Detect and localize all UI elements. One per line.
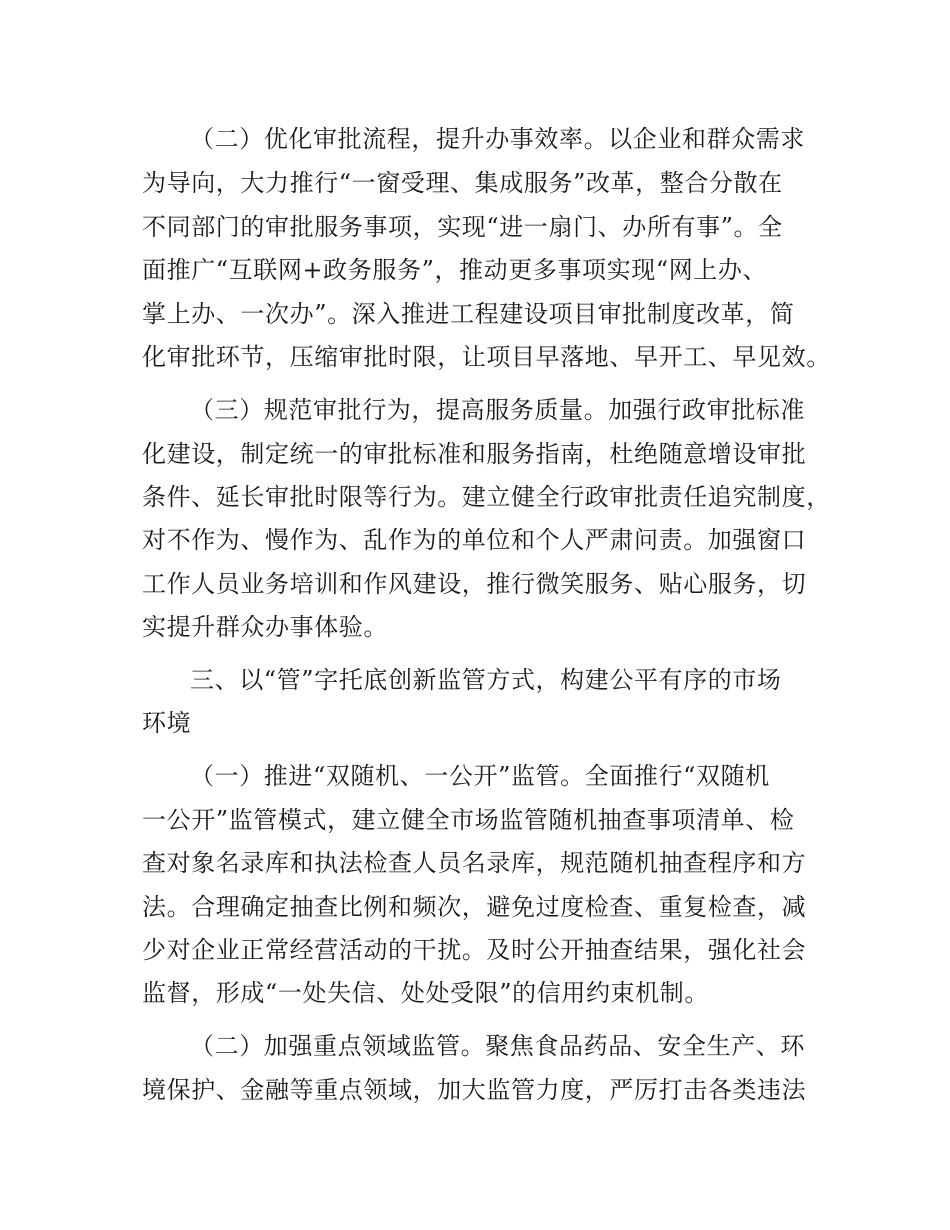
paragraph-line: （一）推进“双随机、一公开”监管。全面推行“双随机 xyxy=(190,762,770,790)
paragraph-line: 境保护、金融等重点领域，加大监管力度，严厉打击各类违法 xyxy=(142,1076,807,1104)
paragraph-line: （三）规范审批行为，提高服务质量。加强行政审批标准 xyxy=(190,396,805,424)
paragraph-line: 化审批环节，压缩审批时限，让项目早落地、早开工、早见效。 xyxy=(142,343,831,371)
paragraph-line: 对不作为、慢作为、乱作为的单位和个人严肃问责。加强窗口 xyxy=(142,526,807,554)
paragraph-line: 查对象名录库和执法检查人员名录库，规范随机抽查程序和方 xyxy=(142,849,807,877)
paragraph-line: 实提升群众办事体验。 xyxy=(142,613,388,641)
section-heading: 三、以“管”字托底创新监管方式，构建公平有序的市场 xyxy=(190,666,782,694)
paragraph-line: 面推广“互联网+政务服务”，推动更多事项实现“网上办、 xyxy=(142,256,768,284)
paragraph-line: 化建设，制定统一的审批标准和服务指南，杜绝随意增设审批 xyxy=(142,440,807,468)
paragraph-line: 法。合理确定抽查比例和频次，避免过度检查、重复检查，减 xyxy=(142,893,807,921)
paragraph-line: 工作人员业务培训和作风建设，推行微笑服务、贴心服务，切 xyxy=(142,570,807,598)
paragraph-line: 条件、延长审批时限等行为。建立健全行政审批责任追究制度， xyxy=(142,483,831,511)
paragraph-line: 少对企业正常经营活动的干扰。及时公开抽查结果，强化社会 xyxy=(142,936,807,964)
paragraph-line: 为导向，大力推行“一窗受理、集成服务”改革，整合分散在 xyxy=(142,169,783,197)
paragraph-line: 一公开”监管模式，建立健全市场监管随机抽查事项清单、检 xyxy=(142,806,795,834)
paragraph-line: （二）优化审批流程，提升办事效率。以企业和群众需求 xyxy=(190,125,805,153)
paragraph-line: 不同部门的审批服务事项，实现“进一扇门、办所有事”。全 xyxy=(142,213,783,241)
section-heading: 环境 xyxy=(142,709,192,737)
paragraph-line: 监督，形成“一处失信、处处受限”的信用约束机制。 xyxy=(142,979,709,1007)
paragraph-line: 掌上办、一次办”。深入推进工程建设项目审批制度改革，简 xyxy=(142,300,795,328)
paragraph-line: （二）加强重点领域监管。聚焦食品药品、安全生产、环 xyxy=(190,1032,805,1060)
